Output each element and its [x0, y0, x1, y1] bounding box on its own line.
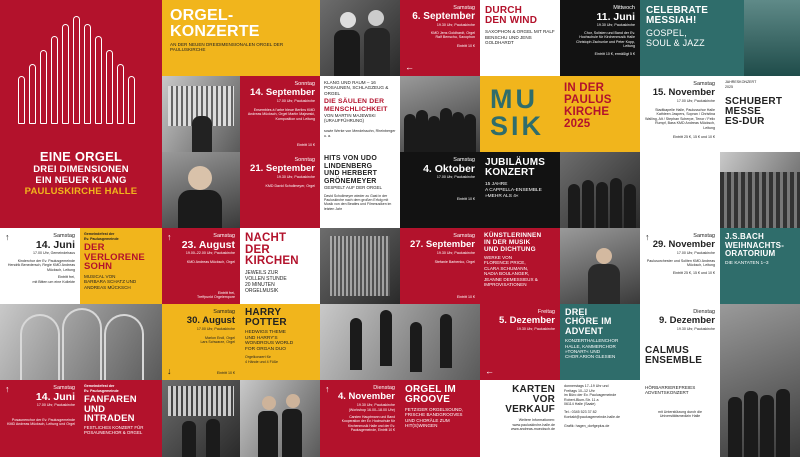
sep21-day: Sonntag [294, 157, 315, 163]
dec9-day: Dienstag [693, 309, 715, 315]
arrow-up-icon: ↑ [5, 384, 10, 394]
musik-logo-panel [480, 76, 640, 152]
aug30-performers: Marlon Endl, Orgel Lars Schwarze, Orgel [200, 335, 235, 345]
photo-organ-console [162, 76, 240, 152]
dec5-date: 5. Dezember [499, 315, 555, 326]
jun14b-sub: FESTLICHES KONZERT FÜR POSAUNENCHOR & ORGEL [84, 424, 144, 435]
photo-brass-ensemble [400, 76, 480, 152]
oct4-entry: Eintritt 10 € [456, 197, 475, 202]
nov4-time: 19.30 Uhr, Pauluskirche (Workshop 16.00–18.00 Uhr) [348, 403, 395, 412]
aug23-day: Samstag [213, 233, 235, 239]
jun14a-tag: Gemeindefest der Ev. Paulusgemeinde [84, 232, 119, 241]
sep14-sub: KLANG UND RAUM – 16 POSAUNEN, SCHLAGZEUG & ORGEL [324, 80, 389, 96]
dec5-time: 19.30 Uhr, Pauluskirche [516, 327, 555, 331]
nov29-performers: Paulusorchester und Soliten KMD Andreas Mücksch, Leitung [646, 258, 715, 268]
sep6-title: DURCH DEN WIND [485, 5, 538, 26]
dec9-date: 9. Dezember [659, 315, 715, 326]
hero-line3: EIN NEUER KLANG [35, 175, 127, 186]
arrow-up-icon: ↑ [167, 232, 172, 242]
aug30-note: Orgelkonzert für 4 Hände und 4 Füße [245, 355, 278, 364]
oct4-day: Samstag [453, 157, 475, 163]
photo-portrait-schollmeyer [162, 152, 240, 228]
aug30-entry: Eintritt 10 € [216, 371, 235, 376]
sep14-date: 14. September [250, 87, 315, 98]
intro-panel [162, 0, 320, 76]
nov29-title-panel [720, 228, 800, 304]
nov15-tag: JAHRESKONZERT 2025 [725, 80, 757, 89]
sep6-time: 19.30 Uhr, Pauluskirche [436, 23, 475, 27]
aug30-title-panel [240, 304, 320, 380]
arrow-up-icon: ↑ [645, 232, 650, 242]
nov29-title: J.S.BACH WEIHNACHTS- ORATORIUM [725, 232, 785, 259]
sep14-title: DIE SÄULEN DER MENSCHLICHKEIT [324, 98, 388, 113]
dec9-info [640, 304, 720, 380]
dec9-title-panel [640, 380, 720, 457]
nov15-title: SCHUBERT MESSE ES-DUR [725, 96, 783, 128]
nov15-entry: Eintritt 25 €, 15 € und 10 € [672, 134, 715, 139]
jun14b-title-panel [80, 380, 162, 457]
aug23-performer: KMD Andreas Mücksch, Orgel [186, 259, 235, 264]
nov15-title-panel [720, 76, 800, 152]
nov4-day: Dienstag [373, 385, 395, 391]
aug23-title-panel [240, 228, 320, 304]
jun11-sub: GOSPEL, SOUL & JAZZ [646, 28, 705, 48]
sep21-info [240, 152, 320, 228]
sep21-title-panel [320, 152, 400, 228]
musik-title: IN DER PAULUS KIRCHE 2025 [564, 82, 612, 130]
intro-title: ORGEL- KONZERTE [170, 7, 260, 40]
nov15-date: 15. November [652, 87, 715, 98]
photo-night-church [320, 228, 400, 304]
jun14a-title-panel [80, 228, 162, 304]
aug23-entry: Eintritt frei, Treffpunkt Orgelempore [197, 290, 235, 300]
jun14b-time: 17.00 Uhr, Pauluskirche [36, 403, 75, 407]
jun11-time: 19.30 Uhr, Pauluskirche [596, 23, 635, 27]
arrow-up-icon: ↑ [325, 384, 330, 394]
photo-jumping-band [320, 304, 480, 380]
jun14a-title: DER VERLORENE SOHN [84, 242, 145, 273]
tickets-title: KARTEN VOR VERKAUF [505, 384, 555, 415]
nov4-info [320, 380, 400, 457]
aug30-info [162, 304, 240, 380]
oct4-info [400, 152, 480, 228]
nov29-date: 29. November [652, 239, 715, 250]
dec9-note: mit Unterstützung durch die Universitätsmedizin Halle [658, 409, 702, 419]
tickets-info: Weitere Informationen: www.pauluskirche-halle.de www.andreas-muecksch.de [511, 418, 555, 432]
oct4-title: JUBILÄUMS KONZERT [485, 157, 546, 178]
sep27-sub: WERKE VON FLORENCE PRICE, CLARA SCHUMANN, NADIA BOULANGER, JEANNE DEMESSIEUX & IMPROVISATIONEN [484, 255, 538, 288]
dec5-title-panel [560, 304, 640, 380]
nov15-info [640, 76, 720, 228]
aug30-time: 17.00 Uhr, Pauluskirche [196, 327, 235, 331]
tickets-hours-panel [560, 380, 640, 457]
aug23-info [162, 228, 240, 304]
sep6-info [400, 0, 480, 76]
sep21-performer: KMD David Schollmeyer, Orgel [265, 183, 315, 188]
nov15-time: 17.00 Uhr, Pauluskirche [676, 99, 715, 103]
oct4-sub: 15 JAHRE A CAPPELLA-ENSEMBLE »MEHR ALS 4« [485, 182, 542, 199]
sep6-title-panel [480, 0, 560, 76]
hero-line2: DREI DIMENSIONEN [33, 164, 129, 175]
jun14b-date: 14. Juni [35, 391, 75, 403]
sep27-title-panel [480, 228, 560, 304]
arrow-up-icon: ↑ [5, 232, 10, 242]
sep21-title: HITS VON UDO LINDENBERG UND HERBERT GRÖNEMEYER [324, 155, 378, 185]
sep6-performers: KMD Jens Goldhardt, Orgel Ralf Benschu, Saxophon [430, 30, 475, 40]
dec9-sub: HÖRBARRIEREFREIES ADVENTSKONZERT [645, 385, 696, 396]
oct4-time: 17.00 Uhr, Pauluskirche [436, 175, 475, 179]
sep27-entry: Eintritt 10 € [456, 295, 475, 300]
dec5-title: DREI CHÖRE IM ADVENT [565, 307, 612, 336]
intro-subtitle: AN DER NEUEN DREIDIMENSIONALEN ORGEL DER PAULUSKIRCHE [170, 42, 284, 53]
sep27-date: 27. September [410, 239, 475, 250]
sep21-date: 21. September [250, 163, 315, 174]
nov29-day: Samstag [693, 233, 715, 239]
sep21-time: 19.30 Uhr, Pauluskirche [276, 175, 315, 179]
jun11-entry: Eintritt 10 €, ermäßigt 5 € [594, 51, 635, 56]
jun11-title: CELEBRATE MESSIAH! [646, 5, 709, 26]
jun14a-day: Samstag [53, 233, 75, 239]
sep14-note: sowie Werke von Mendelssohn, Rheinberger u. a. [324, 129, 396, 139]
nov29-sub: DIE KANTATEN 1–3 [725, 260, 769, 266]
oct4-date: 4. Oktober [423, 163, 475, 175]
aug23-date: 23. August [181, 239, 235, 251]
nov29-time: 17.00 Uhr, Pauluskirche [676, 251, 715, 255]
dec5-info [480, 304, 560, 380]
sep14-sub2: VON MARTIN MAJEWSKI (URAUFFÜHRUNG) [324, 113, 376, 124]
sep14-title-panel [320, 76, 400, 152]
nov4-title-panel [400, 380, 480, 457]
sep21-sub: GESPIELT AUF DER ORGEL [324, 185, 382, 191]
jun14a-entry: Eintritt frei, mit Bitten um eine Kollekte [32, 275, 75, 284]
photo-organ-duo [162, 380, 240, 457]
jun14a-date: 14. Juni [35, 239, 75, 251]
photo-calmus-ensemble [720, 304, 800, 457]
arrow-left-icon: ← [405, 62, 414, 72]
nov4-title: ORGEL IM GROOVE [405, 384, 456, 405]
hero-panel [0, 0, 162, 228]
nov29-info [640, 228, 720, 304]
dec5-day: Freitag [537, 309, 555, 315]
jun11-info [560, 0, 640, 76]
jun11-performers: Chor, Solisten und Band der Ev. Hochschule für Kirchenmusik Halle Christoph Zschunke und Peter Kopp, Leitung [576, 30, 635, 49]
dec5-sub: KONZERTHALLENCHOR HALLE, KAMMERCHOR »TONART« UND CHOR ARION GLESIEN [565, 338, 619, 360]
nov4-performers: Carsten Hauptmann und Band Kooperation der Ev. Hochschule für Kirchenmusik Halle und der Ev. Paulusgemeinde, Eintritt 10 € [341, 415, 395, 433]
jun11-day: Mittwoch [613, 5, 635, 11]
tickets-credit: Grafik: hagen_dorfgeplus.de [564, 424, 610, 429]
dec9-time: 19.30 Uhr, Pauluskirche [676, 327, 715, 331]
musik-logo: MU SIK [490, 84, 545, 141]
sep27-title: KÜNSTLERINNEN IN DER MUSIK UND DICHTUNG [484, 232, 542, 253]
aug30-sub: HEDWIGS THEME UND HARRY'S WONDROUS WORLD FOR ORGAN DUO [245, 330, 294, 352]
nov15-day: Samstag [693, 81, 715, 87]
photo-schubert-choir [720, 152, 800, 228]
aug30-title: HARRY POTTER [245, 307, 287, 328]
sep6-day: Samstag [453, 5, 475, 11]
sep14-info [240, 76, 320, 152]
jun14a-performers: Kinderchor der Ev. Paulusgemeinde Hendrik Benedersch, Regie KMD Andreas Mücksch, Leitung [7, 258, 75, 272]
sep14-day: Sonntag [294, 81, 315, 87]
tickets-panel [480, 380, 560, 457]
jun11-date: 11. Juni [596, 11, 635, 23]
jun14b-title: FANFAREN UND INTRADEN [84, 394, 137, 425]
arrow-down-icon: ↓ [167, 366, 172, 376]
hero-line1: EINE ORGEL [39, 149, 123, 164]
jun14a-sub: MUSICAL VON BARBARA SCHATZ UND ANDREAS MÜCKSCH [84, 273, 137, 290]
jun14b-tag: Gemeindefest der Ev. Paulusgemeinde [84, 384, 119, 393]
hero-line4: PAULUSKIRCHE HALLE [24, 186, 138, 197]
tickets-contact: Tel.: 0345 523 37 82 Kontakt@paulusgemeinde-halle.de [564, 409, 620, 419]
photo-a-cappella [560, 152, 640, 228]
photo-organist-woman [560, 228, 640, 304]
photo-church-interior [0, 304, 162, 380]
jun14a-info [0, 228, 80, 304]
aug23-time: 19.00–22.00 Uhr, Pauluskirche [185, 251, 235, 255]
sep14-entry: Eintritt 10 € [296, 143, 315, 148]
sep27-info [400, 228, 480, 304]
dec9-title: CALMUS ENSEMBLE [645, 344, 703, 366]
arrow-left-icon: ← [485, 366, 494, 376]
sep21-desc: David Schollmeyer wieder zu Gast in der Pauluskirche nach dem großen Erfolg mit Musik von den Beatles und Filmmusiken im letzten Jahr [324, 193, 392, 211]
oct4-title-panel [480, 152, 560, 228]
sep6-entry: Eintritt 10 € [456, 43, 475, 48]
jun11-title-panel [640, 0, 800, 76]
sep14-time: 17.00 Uhr, Pauluskirche [276, 99, 315, 103]
nov29-entry: Eintritt 25 €, 15 € und 10 € [672, 270, 715, 275]
aug23-title: NACHT DER KIRCHEN [245, 232, 299, 267]
aug23-sub: JEWEILS ZUR VOLLEN STUNDE 20 MINUTEN ORGELMUSIK [245, 269, 287, 294]
jun14b-day: Samstag [53, 385, 75, 391]
photo-organ-pair [240, 380, 320, 457]
aug30-day: Samstag [213, 309, 235, 315]
sep6-date: 6. September [412, 11, 475, 22]
photo-sax-organ [320, 0, 400, 76]
jun14a-time: 17.00 Uhr, Gemeindehaus [33, 251, 75, 255]
nov4-sub: FETZIGER ORGELSOUND, FRISCHE BANDGROOVES UND CHORÄLE ZUM HIT(S)WINGEN [405, 407, 463, 429]
nov4-date: 4. November [337, 391, 395, 402]
nov15-performers: Stadtkapelle Halle, Paulusschor Halle Kathleen Jaspers, Sopran / Christina Walling, Alt / Stephan Scherpe, Tenor / Felix Rumpf, Bass KMD Andreas Mücksch, Leitung [645, 107, 715, 130]
jun14b-info [0, 380, 80, 457]
aug30-date: 30. August [186, 315, 235, 326]
tickets-hours: donnerstags 17–19 Uhr und Freitags 10–12 Uhr im Büro der Ev. Paulusgemeinde Robert-Blum-Str. 11 a 06114 Halle (Saale) [564, 384, 617, 407]
sep27-performer: Stefanie Barbenko, Orgel [434, 259, 475, 264]
sep27-time: 19.30 Uhr, Pauluskirche [436, 251, 475, 255]
sep6-sub: SAXOPHON & ORGEL MIT RALF BENSCHU UND JENS GOLDHARDT [485, 29, 555, 46]
sep27-day: Samstag [453, 233, 475, 239]
jun14b-performers: Posaunenchor der Ev. Paulusgemeinde KMD Andreas Mücksch, Leitung und Orgel [7, 417, 75, 427]
sep14-performers: Ensembles à l'arbe bleue Berlins KMD Andreas Mücksch, Orgel Martin Majewski, Komposition und Leitung [247, 107, 315, 121]
organ-pipes-icon [18, 14, 138, 124]
